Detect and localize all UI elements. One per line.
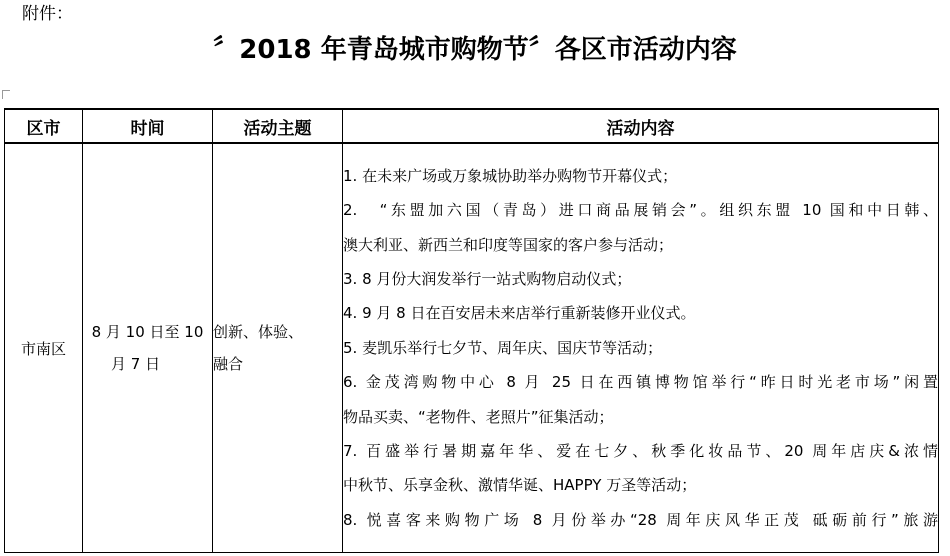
table-row: [5, 143, 939, 553]
content-line: 5. 麦凯乐举行七夕节、周年庆、国庆节等活动；: [343, 338, 663, 357]
content-line: 8. 悦喜客来购物广场 8 月份举办“28 周年庆风华正茂 砥砺前行”旅游: [343, 510, 938, 529]
content-line: 3. 8 月份大润发举行一站式购物启动仪式；: [343, 269, 632, 288]
column-header-theme: 活动主题: [213, 109, 343, 143]
content-line: 物品买卖、“老物件、老照片”征集活动；: [343, 407, 614, 426]
time-line: 8 月 10 日至 10: [91, 323, 204, 341]
activities-table: [4, 108, 939, 553]
time-cell: [83, 143, 213, 553]
time-line: 月 7 日: [111, 355, 161, 373]
content-line: 中秋节、乐享金秋、激情华诞、HAPPY 万圣等活动；: [343, 476, 697, 495]
content-line: 6. 金茂湾购物中心 8 月 25 日在西镇博物馆举行“昨日时光老市场”闲置: [343, 373, 938, 392]
district-cell: 市南区: [5, 143, 83, 553]
column-header-district: 区市: [5, 109, 83, 143]
document-title: 〞2018 年青岛城市购物节〞各区市活动内容: [213, 35, 737, 65]
column-header-content: 活动内容: [343, 109, 939, 143]
attachment-label: 附件：: [22, 4, 73, 24]
page-corner-mark: [2, 90, 10, 99]
content-cell: [343, 143, 939, 553]
content-line: 2. “东盟加六国（青岛）进口商品展销会”。组织东盟 10 国和中日韩、: [343, 201, 938, 220]
theme-line: 创新、体验、: [213, 323, 304, 341]
column-header-time: 时间: [83, 109, 213, 143]
content-line: 1. 在未来广场或万象城协助举办购物节开幕仪式；: [343, 166, 678, 185]
theme-line: 融合: [213, 355, 244, 373]
content-line: 澳大利亚、新西兰和印度等国家的客户参与活动；: [343, 235, 674, 254]
table-header-row: [5, 109, 939, 143]
content-line: 4. 9 月 8 日在百安居未来店举行重新装修开业仪式。: [343, 304, 696, 323]
theme-cell: [213, 143, 343, 553]
content-line: 7. 百盛举行暑期嘉年华、爱在七夕、秋季化妆品节、20 周年店庆&浓情: [343, 442, 938, 461]
